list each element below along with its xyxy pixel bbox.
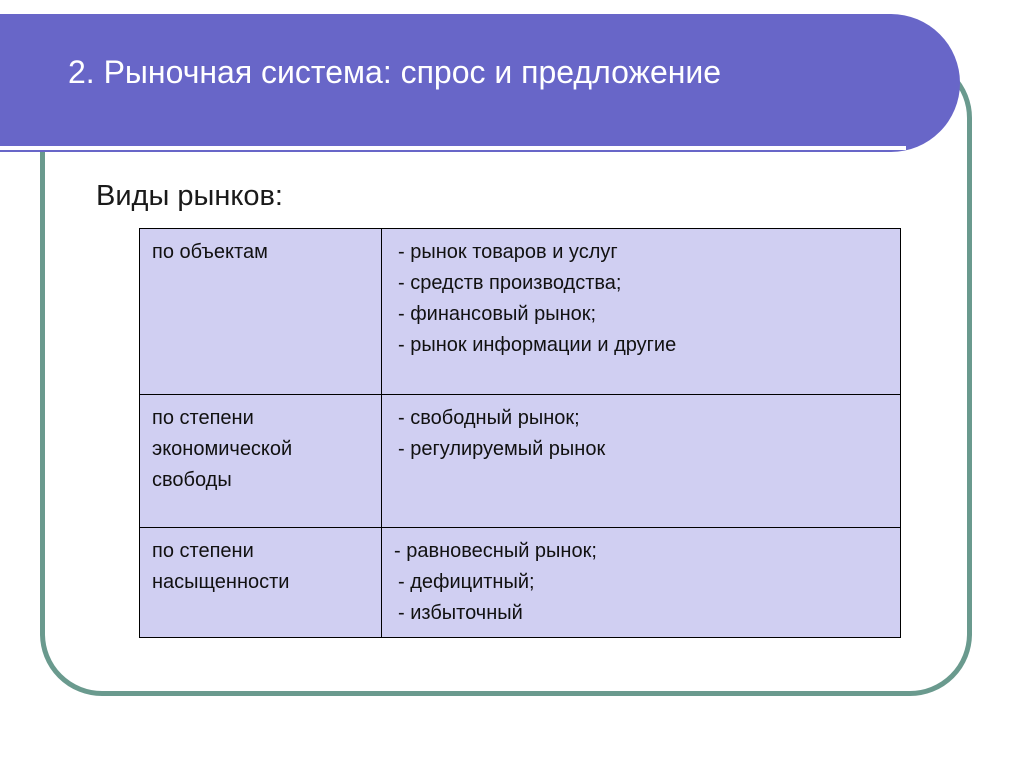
item-text: - рынок информации и другие xyxy=(398,334,677,356)
item-text: - рынок товаров и услуг xyxy=(398,241,618,263)
item-text: - финансовый рынок; xyxy=(398,303,597,325)
criterion-cell xyxy=(140,395,382,528)
market-types-table xyxy=(139,228,901,638)
criterion-text: насыщенности xyxy=(152,571,290,593)
criterion-text: экономической xyxy=(152,438,293,460)
items-cell xyxy=(382,395,901,528)
table-row xyxy=(140,528,901,638)
slide-subtitle: Виды рынков: xyxy=(96,180,283,212)
items-cell xyxy=(382,229,901,395)
items-cell xyxy=(382,528,901,638)
criterion-text: по объектам xyxy=(152,241,268,263)
criterion-text: по степени xyxy=(152,407,254,429)
item-text: - равновесный рынок; xyxy=(394,540,597,562)
slide-title: 2. Рыночная система: спрос и предложение xyxy=(68,54,722,90)
criterion-text: по степени xyxy=(152,540,254,562)
criterion-text: свободы xyxy=(152,469,232,491)
criterion-cell xyxy=(140,229,382,395)
item-text: - регулируемый рынок xyxy=(398,438,606,460)
item-text: - средств производства; xyxy=(398,272,622,294)
table-row xyxy=(140,395,901,528)
table-row xyxy=(140,229,901,395)
item-text: - дефицитный; xyxy=(398,571,535,593)
item-text: - свободный рынок; xyxy=(398,407,580,429)
criterion-cell xyxy=(140,528,382,638)
item-text: - избыточный xyxy=(398,602,523,624)
banner-divider xyxy=(0,146,906,150)
